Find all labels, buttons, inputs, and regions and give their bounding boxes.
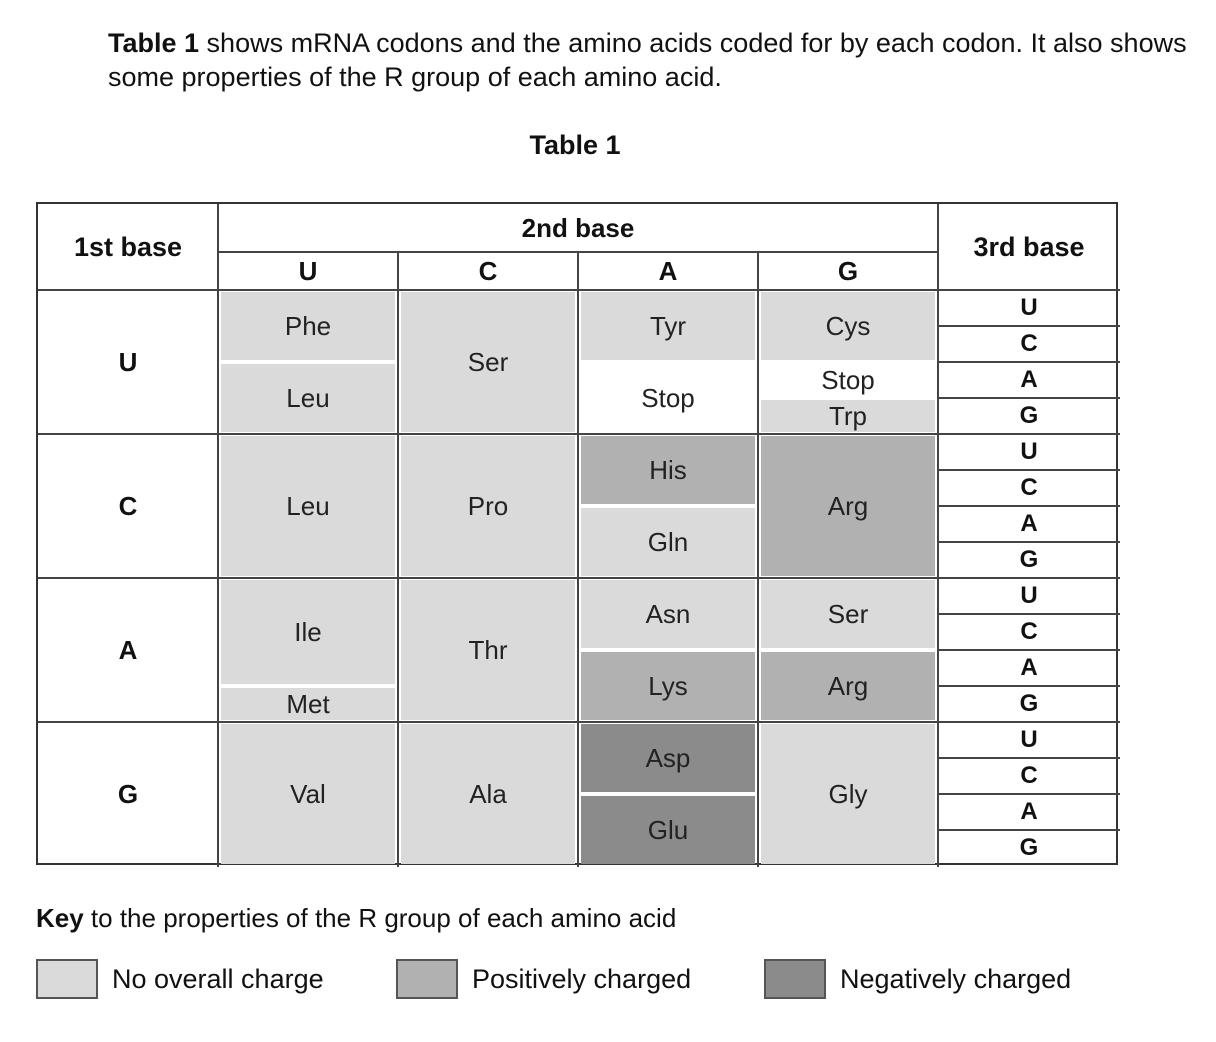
third-base-label: G [1019,546,1039,573]
third-base-label: G [1019,690,1039,717]
third-base-label: A [1020,510,1038,537]
group-divider-line [38,577,938,579]
second-base-column-header: A [658,255,678,286]
amino-acid-cell: His [581,436,755,504]
amino-acid-cell: Phe [221,292,395,360]
intro-text: shows mRNA codons and the amino acids coded for by each codon. It also shows some properties of the R group of each amino acid. [108,28,1187,92]
key-swatch-negative [764,959,826,999]
third-base-divider-line [938,541,1120,543]
amino-acid-cell: Stop [581,364,755,432]
amino-acid-cell: Val [221,724,395,864]
amino-acid-cell: Cys [761,292,935,360]
third-base-divider-line [938,757,1120,759]
amino-acid-cell: Leu [221,364,395,432]
amino-acid-cell: Glu [581,796,755,864]
group-divider-line [38,721,938,723]
column-divider-line [757,252,759,867]
third-base-label: U [1020,294,1038,321]
amino-acid-cell: Arg [761,436,935,576]
third-base-label: A [1020,654,1038,681]
first-base-label: U [118,346,138,377]
amino-acid-cell: Trp [761,400,935,432]
second-base-column-header: U [298,255,318,286]
key-item-positive [396,958,691,1000]
amino-acid-cell: Gln [581,508,755,576]
second-base-column-header: C [478,255,498,286]
third-base-divider-line [938,721,1120,723]
third-base-label: A [1020,798,1038,825]
amino-acid-cell: Gly [761,724,935,864]
third-base-label: G [1019,402,1039,429]
third-base-label: C [1020,474,1038,501]
third-base-divider-line [938,325,1120,327]
key-label-positive: Positively charged [472,963,692,994]
first-base-label: C [118,490,138,521]
column-divider-line [577,252,579,867]
third-base-divider-line [938,613,1120,615]
amino-acid-cell: Stop [761,364,935,396]
second-base-column-header: G [837,255,859,286]
key-label-negative: Negatively charged [840,963,1072,994]
second-base-header: 2nd base [521,212,635,243]
third-base-label: C [1020,618,1038,645]
column-divider-line [397,252,399,867]
amino-acid-cell: Ala [401,724,575,864]
third-base-divider-line [938,829,1120,831]
amino-acid-cell: Ser [401,292,575,432]
table-title: Table 1 [529,130,621,160]
third-base-divider-line [938,397,1120,399]
amino-acid-cell: Thr [401,580,575,720]
key-item-no-charge [36,958,324,1000]
key-item-negative [764,958,1071,1000]
codon-table [36,202,1118,865]
third-base-label: U [1020,726,1038,753]
amino-acid-cell: Ile [221,580,395,684]
amino-acid-cell: Met [221,688,395,720]
amino-acid-cell: Arg [761,652,935,720]
amino-acid-cell: Ser [761,580,935,648]
amino-acid-cell: Tyr [581,292,755,360]
key-swatch-no-charge [36,959,98,999]
third-base-divider-line [938,433,1120,435]
third-base-divider-line [938,685,1120,687]
key-text: to the properties of the R group of each amino acid [83,903,677,933]
amino-acid-cell: Asp [581,724,755,792]
third-base-label: U [1020,438,1038,465]
first-base-label: G [117,778,139,809]
amino-acid-cell: Leu [221,436,395,576]
group-divider-line [38,433,938,435]
first-base-header: 1st base [73,231,183,262]
amino-acid-cell: Lys [581,652,755,720]
third-base-divider-line [938,577,1120,579]
column-divider-line [217,204,219,867]
third-base-label: U [1020,582,1038,609]
key-swatch-positive [396,959,458,999]
third-base-label: C [1020,762,1038,789]
key-title [36,903,676,934]
third-base-label: A [1020,366,1038,393]
amino-acid-cell: Asn [581,580,755,648]
third-base-label: C [1020,330,1038,357]
third-base-divider-line [938,361,1120,363]
third-base-divider-line [938,793,1120,795]
key-bold-lead: Key [36,903,84,933]
column-divider-line [937,204,939,867]
key-label-no-charge: No overall charge [112,963,324,994]
intro-paragraph [108,26,1208,94]
intro-bold-lead: Table 1 [108,28,200,58]
first-base-label: A [118,634,138,665]
third-base-divider-line [938,469,1120,471]
amino-acid-cell: Pro [401,436,575,576]
third-base-divider-line [938,505,1120,507]
third-base-header: 3rd base [973,231,1085,262]
third-base-divider-line [938,649,1120,651]
third-base-label: G [1019,834,1039,861]
header-bottom-line [38,289,1120,291]
